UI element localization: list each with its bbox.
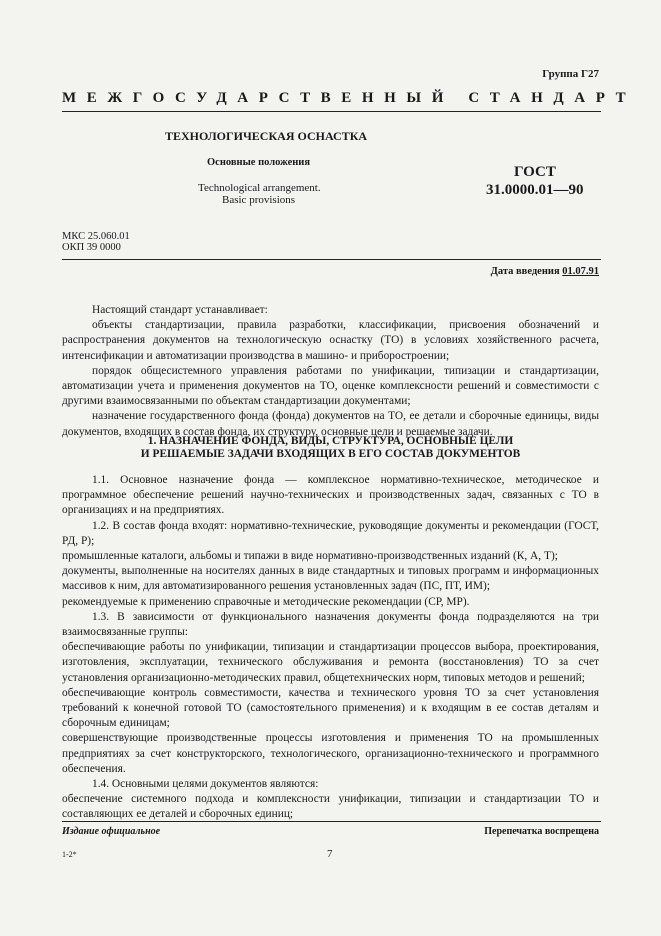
gost-label: ГОСТ [514,164,556,180]
section-body [62,473,599,823]
mks-code: МКС 25.060.01 [62,231,130,242]
intro-paragraph: порядок общесистемного управления работами по унификации, типизации и стандартизации, автоматизации учета и применения документов на ТО, оценке комплексности решений и совместимости с другими взаимосвязанными по объектам стандартизации документами; [62,364,599,408]
section-paragraph: документы, выполненные на носителях данных в виде стандартных и типовых программ и информационных массивов к ним, для автоматизированного решения установленных задач (ПС, ПТ, ИМ); [62,565,599,593]
section-paragraph: совершенствующие производственные процессы изготовления и применения ТО на промышленных предприятиях за счет конструкторского, технологического, организационно-технического и программного обеспечения. [62,732,599,775]
codes-rule [62,259,601,260]
intro-paragraph: назначение государственного фонда (фонда) документов на ТО, ее детали и сборочные единицы, виды документов, входящих в состав фонда, их структуру, основные цели и решаемые задачи. [62,410,599,438]
section-paragraph: обеспечение системного подхода и комплексности унификации, типизации и стандартизации ТО и составляющих ее деталей и сборочных единиц; [62,793,599,821]
edition-note: Издание официальное [62,826,161,837]
document-title: ТЕХНОЛОГИЧЕСКАЯ ОСНАСТКА [165,129,368,143]
section-paragraph: рекомендуемые к применению справочные и методические рекомендации (СР, МР). [62,595,470,608]
section-paragraph: 1.2. В состав фонда входят: нормативно-технические, руководящие документы и рекомендации (ГОСТ, РД, Р); [62,519,599,547]
reprint-note: Перепечатка воспрещена [484,826,599,837]
section-heading-line-2: И РЕШАЕМЫЕ ЗАДАЧИ ВХОДЯЩИХ В ЕГО СОСТАВ ДОКУМЕНТОВ [140,448,521,460]
effective-date-value: 01.07.91 [562,266,599,277]
title-english-line-1: Technological arrangement. [198,182,321,194]
header-rule [62,111,601,112]
effective-date [491,266,599,277]
section-paragraph: 1.1. Основное назначение фонда — комплексное нормативно-техническое, методическое и программное обеспечение решений научно-технических и производственных задач, связанных с ТО в организациях и на предприятиях. [62,474,599,517]
intro-paragraph: Настоящий стандарт устанавливает: [92,304,268,316]
page-number: 7 [327,848,333,860]
document-subtitle: Основные положения [207,157,311,168]
section-heading [62,435,599,461]
section-paragraph: 1.3. В зависимости от функционального назначения документы фонда подразделяются на три взаимосвязанные группы: [62,610,599,639]
intro-paragraph: объекты стандартизации, правила разработки, классификации, присвоения обозначений и распространения документов на технологическую оснастку (ТО) в условиях хозяйственного расчета, интенсификации и автоматизации производства в машино- и приборостроении; [62,319,599,362]
gost-number: 31.0000.01—90 [486,182,584,198]
section-paragraph: промышленные каталоги, альбомы и типажи в виде нормативно-производственных изданий (К, А, Т); [62,550,558,563]
section-paragraph: обеспечивающие работы по унификации, типизации и стандартизации процессов выбора, проектирования, изготовления, эксплуатации, технического обслуживания и ремонта (восстановления) ТО за счет установления организационно-методических правил, общетехнических норм, типовых методов и решений; [62,641,599,684]
footer-rule [62,821,601,822]
section-paragraph: 1.4. Основными целями документов являются: [92,778,319,791]
page-code: 1-2* [62,850,77,859]
standard-banner: МЕЖГОСУДАРСТВЕННЫЙ СТАНДАРТ [62,90,637,106]
intro-block [62,303,599,440]
title-english-line-2: Basic provisions [222,194,296,206]
effective-date-label: Дата введения [490,266,560,277]
group-code: Группа Г27 [542,68,599,80]
section-paragraph: обеспечивающие контроль совместимости, качества и технического уровня ТО за счет установления требований к конечной готовой ТО (самостоятельного применения) и к входящим в ее состав деталям и сборочным единицам; [62,686,599,730]
section-heading-line-1: 1. НАЗНАЧЕНИЕ ФОНДА, ВИДЫ, СТРУКТУРА, ОСНОВНЫЕ ЦЕЛИ [147,435,514,447]
okp-code: ОКП 39 0000 [62,242,121,253]
